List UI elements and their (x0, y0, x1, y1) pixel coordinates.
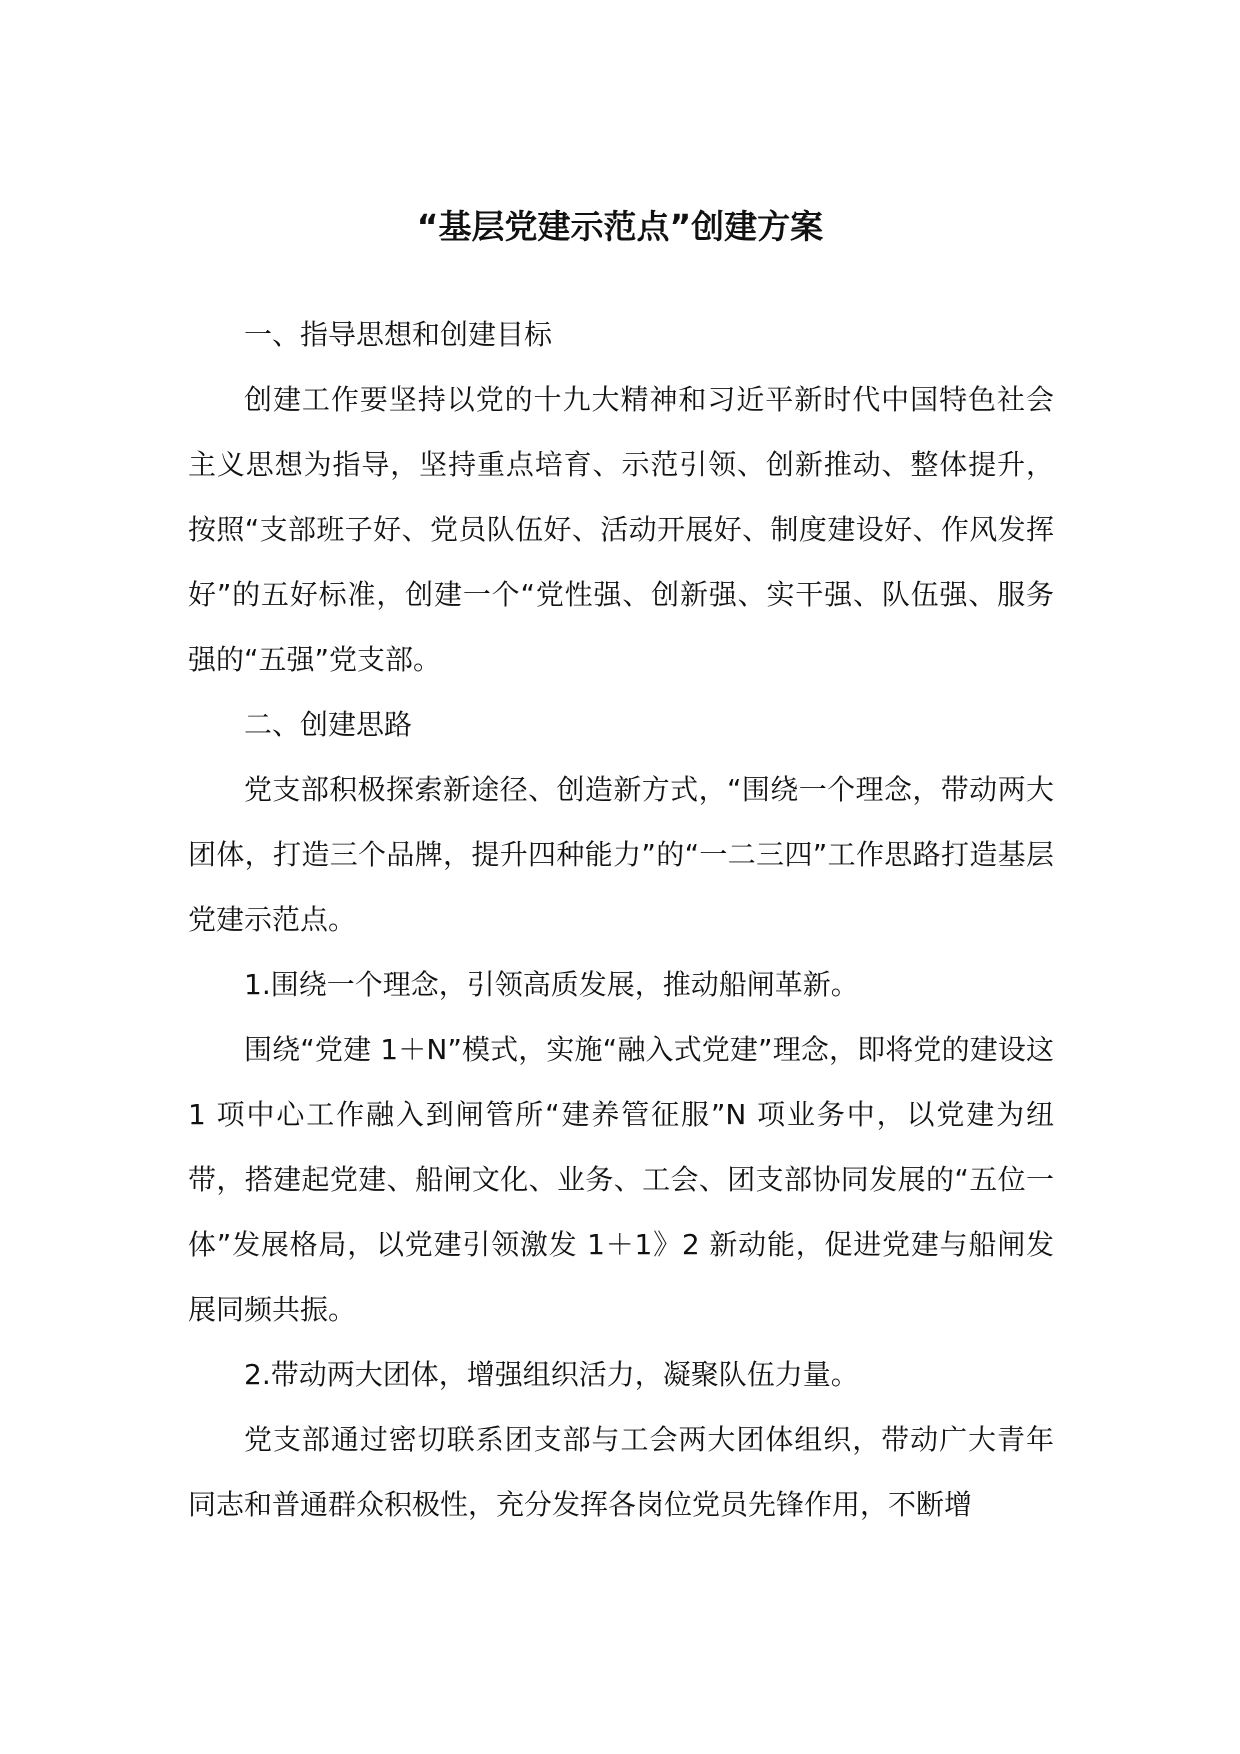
paragraph-guiding-ideology: 创建工作要坚持以党的十九大精神和习近平新时代中国特色社会主义思想为指导，坚持重点培育、示范引领、创新推动、整体提升，按照“支部班子好、党员队伍好、活动开展好、制度建设好、作风发挥好”的五好标准，创建一个“党性强、创新强、实干强、队伍强、服务强的“五强”党支部。 (188, 383, 1054, 676)
section-heading-2: 二、创建思路 (244, 708, 413, 741)
paragraph-party-model: 围绕“党建 1＋N”模式，实施“融入式党建”理念，即将党的建设这 1 项中心工作融入到闸管所“建养管征服”N 项业务中，以党建为纽带，搭建起党建、船闸文化、业务、工会、团支部协同发展的“五位一体”发展格局，以党建引领激发 1＋1》2 新动能，促进党建与船闸发展同频共振。 (188, 1033, 1054, 1326)
subheading-2: 2.带动两大团体，增强组织活力，凝聚队伍力量。 (244, 1358, 859, 1391)
section-heading-1: 一、指导思想和创建目标 (244, 318, 553, 351)
paragraph-approach: 党支部积极探索新途径、创造新方式，“围绕一个理念，带动两大团体，打造三个品牌，提升四种能力”的“一二三四”工作思路打造基层党建示范点。 (188, 773, 1054, 936)
document-title: “基层党建示范点”创建方案 (416, 207, 824, 246)
document-body (188, 302, 1054, 1537)
subheading-1: 1.围绕一个理念，引领高质发展，推动船闸革新。 (244, 968, 859, 1001)
paragraph-two-groups: 党支部通过密切联系团支部与工会两大团体组织，带动广大青年同志和普通群众积极性，充分发挥各岗位党员先锋作用，不断增 (188, 1423, 1054, 1521)
